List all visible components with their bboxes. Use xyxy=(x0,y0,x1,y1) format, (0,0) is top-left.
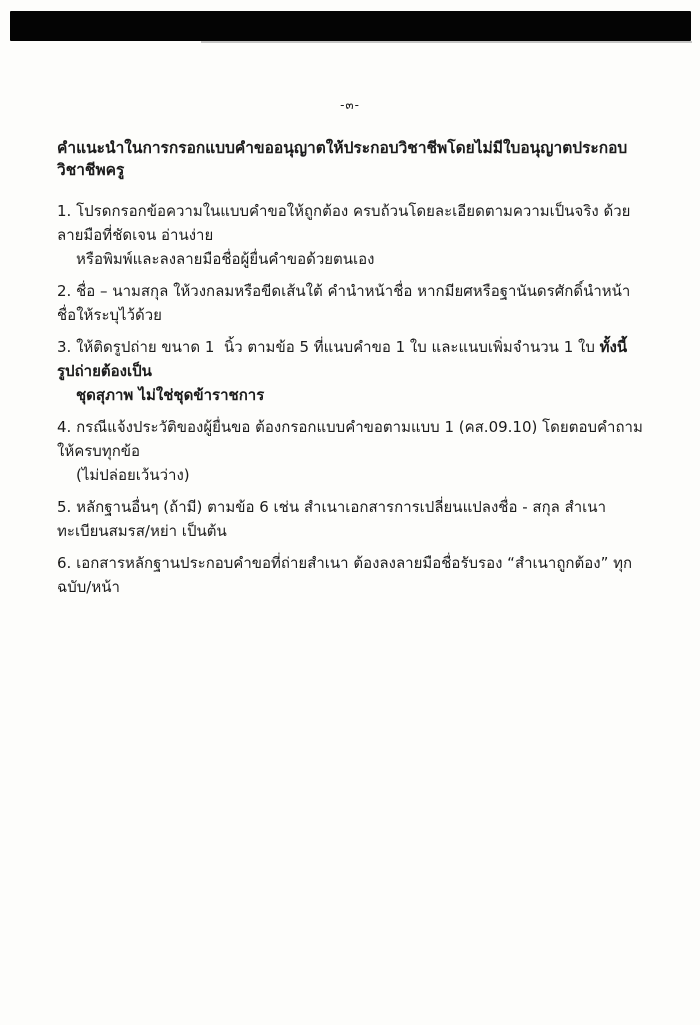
list-item xyxy=(57,199,649,271)
item-number: 2. xyxy=(57,282,77,300)
item-number: 1. xyxy=(57,202,77,220)
item-number: 3. xyxy=(57,338,77,356)
list-item xyxy=(57,335,649,407)
instructions-heading: คำแนะนำในการกรอกแบบคำขออนุญาตให้ประกอบวิชาชีพโดยไม่มีใบอนุญาตประกอบวิชาชีพครู xyxy=(57,139,628,179)
item-line xyxy=(57,279,649,327)
text-segment: (ไม่ปล่อยเว้นว่าง) xyxy=(76,466,190,484)
item-number: 5. xyxy=(57,498,77,516)
text-segment: โปรดกรอกข้อความในแบบคำขอให้ถูกต้อง ครบถ้วนโดยละเอียดตามความเป็นจริง ด้วยลายมือที่ชัดเจน อ่านง่าย xyxy=(57,202,631,244)
page-content xyxy=(57,137,649,607)
item-line xyxy=(57,335,649,383)
text-segment: ให้ติดรูปถ่าย ขนาด 1 นิ้ว ตามข้อ 5 ที่แนบคำขอ 1 ใบ และแนบเพิ่มจำนวน 1 ใบ xyxy=(76,338,600,356)
list-item xyxy=(57,495,649,543)
item-line xyxy=(57,495,649,543)
page-number: -๓- xyxy=(340,98,360,112)
list-item xyxy=(57,551,649,599)
item-line xyxy=(57,199,649,247)
text-segment: เอกสารหลักฐานประกอบคำขอที่ถ่ายสำเนา ต้องลงลายมือชื่อรับรอง “สำเนาถูกต้อง” ทุกฉบับ/หน้า xyxy=(57,554,633,596)
item-number: 4. xyxy=(57,418,77,436)
item-number: 6. xyxy=(57,554,77,572)
item-line xyxy=(57,247,649,271)
text-segment: ชุดสุภาพ ไม่ใช่ชุดข้าราชการ xyxy=(76,386,265,404)
text-segment: ทั้งนี้ รูปถ่ายต้องเป็น xyxy=(57,338,633,380)
redaction-bar xyxy=(10,11,691,41)
item-line xyxy=(57,383,649,407)
item-line xyxy=(57,463,649,487)
instruction-list xyxy=(57,199,649,599)
text-segment: ชื่อ – นามสกุล ให้วงกลมหรือขีดเส้นใต้ คำนำหน้าชื่อ หากมียศหรือฐานันดรศักดิ์นำหน้าชื่อให้ระบุไว้ด้วย xyxy=(57,282,631,324)
list-item xyxy=(57,279,649,327)
item-line xyxy=(57,551,649,599)
item-line xyxy=(57,415,649,463)
list-item xyxy=(57,415,649,487)
text-segment: กรณีแจ้งประวัติของผู้ยื่นขอ ต้องกรอกแบบคำขอตามแบบ 1 (คส.09.10) โดยตอบคำถามให้ครบทุกข้อ xyxy=(57,418,643,460)
text-segment: หลักฐานอื่นๆ (ถ้ามี) ตามข้อ 6 เช่น สำเนาเอกสารการเปลี่ยนแปลงชื่อ - สกุล สำเนาทะเบียนสมรส/หย่า เป็นต้น xyxy=(57,498,606,540)
text-segment: หรือพิมพ์และลงลายมือชื่อผู้ยื่นคำขอด้วยตนเอง xyxy=(76,250,375,268)
